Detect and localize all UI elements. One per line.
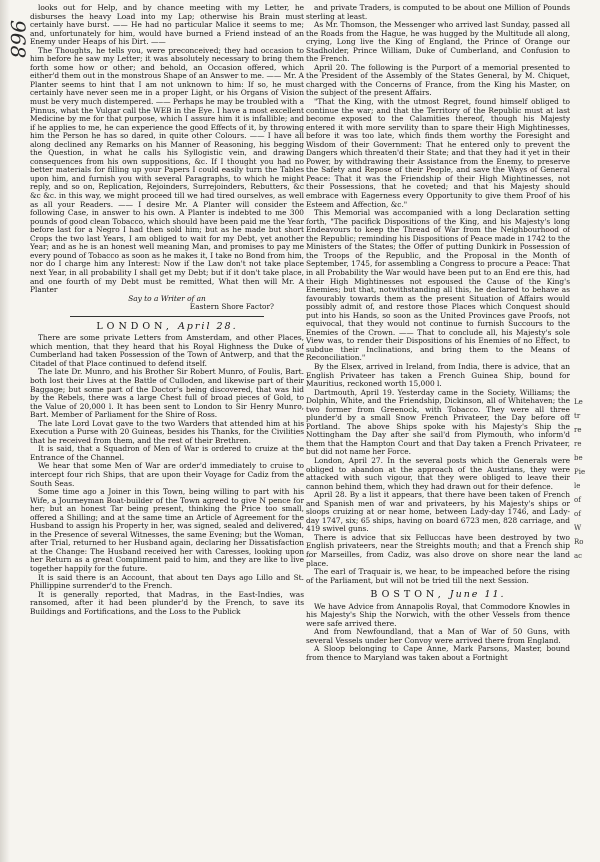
paragraph: By the Elsex, arrived in Ireland, from India, there is advice, that an English Privateer has taken a French Guinea Ship, bound for Mauritius, reckoned worth 15,000 l. (306, 361, 570, 389)
paragraph: April 28. By a list it appears, that there have been taken of French and Spanish men of war and privateers, by his Majesty's ships or sloops cruizing at or near home, between Lady-day 1746, and Lady-day 1747, six; 65 ships, having on board 6723 men, 828 carriage, and 419 swivel guns. (306, 490, 570, 534)
paragraph: and private Traders, is computed to be about one Million of Pounds sterling at least. (306, 4, 570, 21)
paragraph: "That the King, with the utmost Regret, found himself obliged to continue the war; and that the Territory of the Republic must at last become exposed to the Calamities thereof, though his Majesty entered it with more servility than to spare their High Mightinesses, before it was too late, which finds them worthy the Foresight and Wisdom of their Government: That he entered only to prevent the Dangers which threaten'd their State; and that they had it yet in their Power, by withdrawing their Assistance from the Enemy, to preserve the Safety and Repose of their People, and save the Ways of General Peace: That it was the Friendship of their High Mightinesses, not their Possessions, that he coveted; and that his Majesty should embrace with Eagerness every Opportunity to give them Proof of his Esteem and Affection, &c." (306, 97, 570, 209)
signature-line-1: Say to a Writer of an (128, 293, 206, 303)
fragment-text: W (574, 524, 582, 532)
boston-news-body (306, 603, 570, 663)
paragraph: A Sloop belonging to Cape Anne, Mark Parsons, Master, bound from thence to Maryland was taken about a Fortnight (306, 644, 570, 663)
adjacent-page-fragments (574, 395, 600, 563)
paragraph: We have Advice from Annapolis Royal, that Commodore Knowles in his Majesty's Ship the Norwich, with the other Vessels from thence were safe arrived there. (306, 601, 570, 628)
paragraph: Some time ago a Joiner in this Town, being willing to part with his Wife, a Journeyman Boat-builder of the Town agreed to give N pence for her; but an honest Tar being present, thinking the Price too small, offered a Shilling; and at the same time an Article of Agreement for the Husband to assign his Property in her, was signed, sealed and delivered, in the Presence of several Witnesses, the same Evening; but the Woman, after Trial, returned to her Husband again, declaring her Dissatisfaction at the Change: The Husband received her with Caresses, looking upon her Return as a great Compliment paid to him, and they are like to live together happily for the future. (30, 487, 304, 573)
handwritten-page-number: 968 (6, 20, 30, 59)
paragraph: Dartmouth, April 19. Yesterday came in the Society, Williams; the Dolphin, White, and the Friendship, Dickinson, all of Whitehaven; the two former from Greenock, with Tobacco. They were all three plunder'd by a small Snow French Privateer, the Day before off Portland. The above Ships spoke with his Majesty's Ship the Nottingham the Day after she sail'd from Plymouth, who inform'd them that the Hampton Court and that Day taken a French Privateer, but did not name her Force. (306, 387, 570, 457)
london-news-body (30, 334, 304, 616)
dateline-date: April 28. (177, 320, 238, 332)
paragraph: There is advice that six Felluccas have been destroyed by two English privateers, near the Streights mouth; and that a French ship for Marseilles, from Cadiz, was also drove on shore near the land place. (306, 532, 570, 568)
left-article-body (30, 4, 304, 295)
paragraph: It is generally reported, that Madras, in the East-Indies, was ransomed, after it had been plunder'd by the French, to save its Buildings and Fortifications, and the Loss to the Publick (30, 589, 304, 616)
fragment-text: Le (574, 398, 583, 406)
paragraph: It is said there is an Account, that about ten Days ago Lillo and St. Phillippine surrender'd to the French. (30, 572, 304, 591)
signature-line-2: Eastern Shore Factor? (189, 302, 274, 312)
paragraph: As Mr. Thomson, the Messenger who arrived last Sunday, passed all the Roads from the Hague, he was hugged by the Multitude all along, crying, Long live the King of England, the Prince of Orange our Stadholder, Prince William, Duke of Cumberland, and Confusion to the French. (306, 20, 570, 64)
paragraph: The late Dr. Munro, and his Brother Sir Robert Munro, of Foulis, Bart. both lost their Lives at the Battle of Culloden, and likewise part of their Baggage; but some part of the Doctor's being discovered, that was hid by the Rebels, there was a large Chest full of broad pieces of Gold, to the Value of 20,000 l. It has been sent to London to Sir Henry Munro, Bart. Member of Parliament for the Shire of Ross. (30, 367, 304, 420)
paragraph: There are some private Letters from Amsterdam, and other Places, which mention, that they heard that his Royal Highness the Duke of Cumberland had taken Possession of the Town of Antwerp, and that the Citadel of that Place continued to defend itself. (30, 333, 304, 368)
paragraph: April 20. The following is the Purport of a memorial presented to the President of the Assembly of the States General, by M. Chiquet, charged with the Concerns of France, from the King his Master, on the subject of the present Affairs. (306, 62, 570, 98)
left-column (30, 4, 304, 860)
london-dateline (30, 320, 304, 332)
fragment-text: re (574, 426, 582, 434)
paragraph: The late Lord Lovat gave to the two Warders that attended him at his Execution a Purse with 20 Guineas, besides his Thanks, for the Civilities that he received from them, and the rest of their Brethren. (30, 418, 304, 445)
paragraph: We hear that some Men of War are order'd immediately to cruise to intercept four rich Ships, that are upon their Voyage for Cadiz from the South Seas. (30, 461, 304, 488)
fragment-text: ac (574, 552, 583, 560)
fragment-text: of (574, 510, 581, 518)
fragment-text: Pie (574, 468, 586, 476)
dateline-city: LONDON, (96, 320, 173, 332)
fragment-text: tr (574, 412, 581, 420)
fragment-text: le (574, 482, 581, 490)
fragment-text: re (574, 440, 582, 448)
right-article-body (306, 4, 570, 585)
section-divider (70, 316, 264, 317)
paragraph: looks out for Help, and by chance meeting with my Letter, he disburses the heavy Load into my Lap; otherwise his Brain must certainly have burst. —— He had no particular Malice it seems to me; and, unfortunately for him, would have burned a Friend instead of an Enemy under Heaps of his Dirt. —— (30, 4, 304, 47)
paragraph: This Memorial was accompanied with a long Declaration setting forth, "The pacifick Dispositions of the King, and his Majesty's long Endeavours to keep the Thread of War from the Neighbourhood of the Republic; reminding his Dispositions of Peace made in 1742 to the Ministers of the States; the Offer of putting Dunkirk in Possession of the Troops of the Republic, and the Proposal in the Month of September, 1745, for assembling a Congress to procure a Peace: That in all Probability the War would have been put to an End ere this, had their High Mightinesses not espoused the Cause of the King's Enemies; but that, notwithstanding all this, he declared to behave as favourably towards them as the present Situation of Affairs would possibly admit of, and restore those Places which Conquest should put into his Hands, so soon as the United Provinces gave Proofs, not equivocal, that they would not continue to furnish Succours to the Enemies of the Crown. —— That to conclude all, his Majesty's sole View was, to render their Dispositions of his Enemies of no Effect, to subdue their Inclinations, and bring them to the Means of Reconciliation." (306, 208, 570, 363)
dateline-date: June 11. (449, 589, 506, 601)
paragraph: London, April 27. In the several posts which the Generals were obliged to abandon at the approach of the Austrians, they were attacked with such vigour, that they were obliged to leave their cannon behind them, which they had drawn out for their defence. (306, 455, 570, 491)
paragraph: The Thoughts, he tells you, were preconceived; they had occasion to him before he saw my Letter; it was absolutely necessary to bring them forth some how or other; and behold, an Occasion offered, which either'd them out in the monstrous Shape of an Answer to me. —— Mr. A Planter seems to hint that I am not unknown to him: If so, he must certainly have never seen me in a proper Light, or his Organs of Vision must be very much distempered. —— Perhaps he may be troubled with a Pinnus, what the Vulgar call the WEB in the Eye. I have a most excellent Medicine by me for that purpose, which I assure him it is infallible; and if he applies to me, he can experience the good Effects of it, by throwing him the Person he has so dared, in quite other Colours. —— I have all along declined any Remarks on his Manner of Reasoning, his begging the Question, in what he calls his Syllogistic vein, and drawing consequences from his own suppositions, &c. If I thought you had no better materials for filling up your Papers I could easily turn the Tables upon him, and furnish you with several Paragraphs, to which he might reply, and so on, Replication, Rejoinders, Surrejoinders, Rebutters, &c &c &c. in this way, we might proceed till we had tired ourselves, as well as all your Readers. —— I desire Mr. A Planter will consider the following Case, in answer to his own. A Planter is indebted to me 300 pounds of good clean Tobacco, which should have been paid me the Year before last for a Negro I had then sold him; but as he made but short Crops the two last Years, I am obliged to wait for my Debt, yet another Year; and as he is an honest well meaning Man, and promises to pay me every pound of Tobacco as soon as he makes it, I take no Bond from him, nor do I charge him any Interest: Now if the Law don't not take place next Year, in all probability I shall get my Debt; but if it don't take place, and one fourth of my Debt must be remitted, What then will Mr. A Planter (30, 45, 304, 295)
paragraph: It is said, that a Squadron of Men of War is ordered to cruize at the Entrance of the Channel. (30, 444, 304, 462)
fragment-text: Ro (574, 538, 584, 546)
fragment-text: of (574, 496, 581, 504)
boston-dateline (306, 591, 570, 600)
paragraph: And from Newfoundland, that a Man of War of 50 Guns, with several Vessels under her Convoy were arrived there from England. (306, 627, 570, 645)
dateline-city: BOSTON, (370, 589, 445, 601)
binding-shadow (0, 0, 10, 862)
fragment-text: be (574, 454, 583, 462)
right-column (306, 4, 570, 860)
paragraph: The earl of Traquair is, we hear, to be impeached before the rising of the Parliament, but will not be tried till the next Session. (306, 567, 570, 585)
